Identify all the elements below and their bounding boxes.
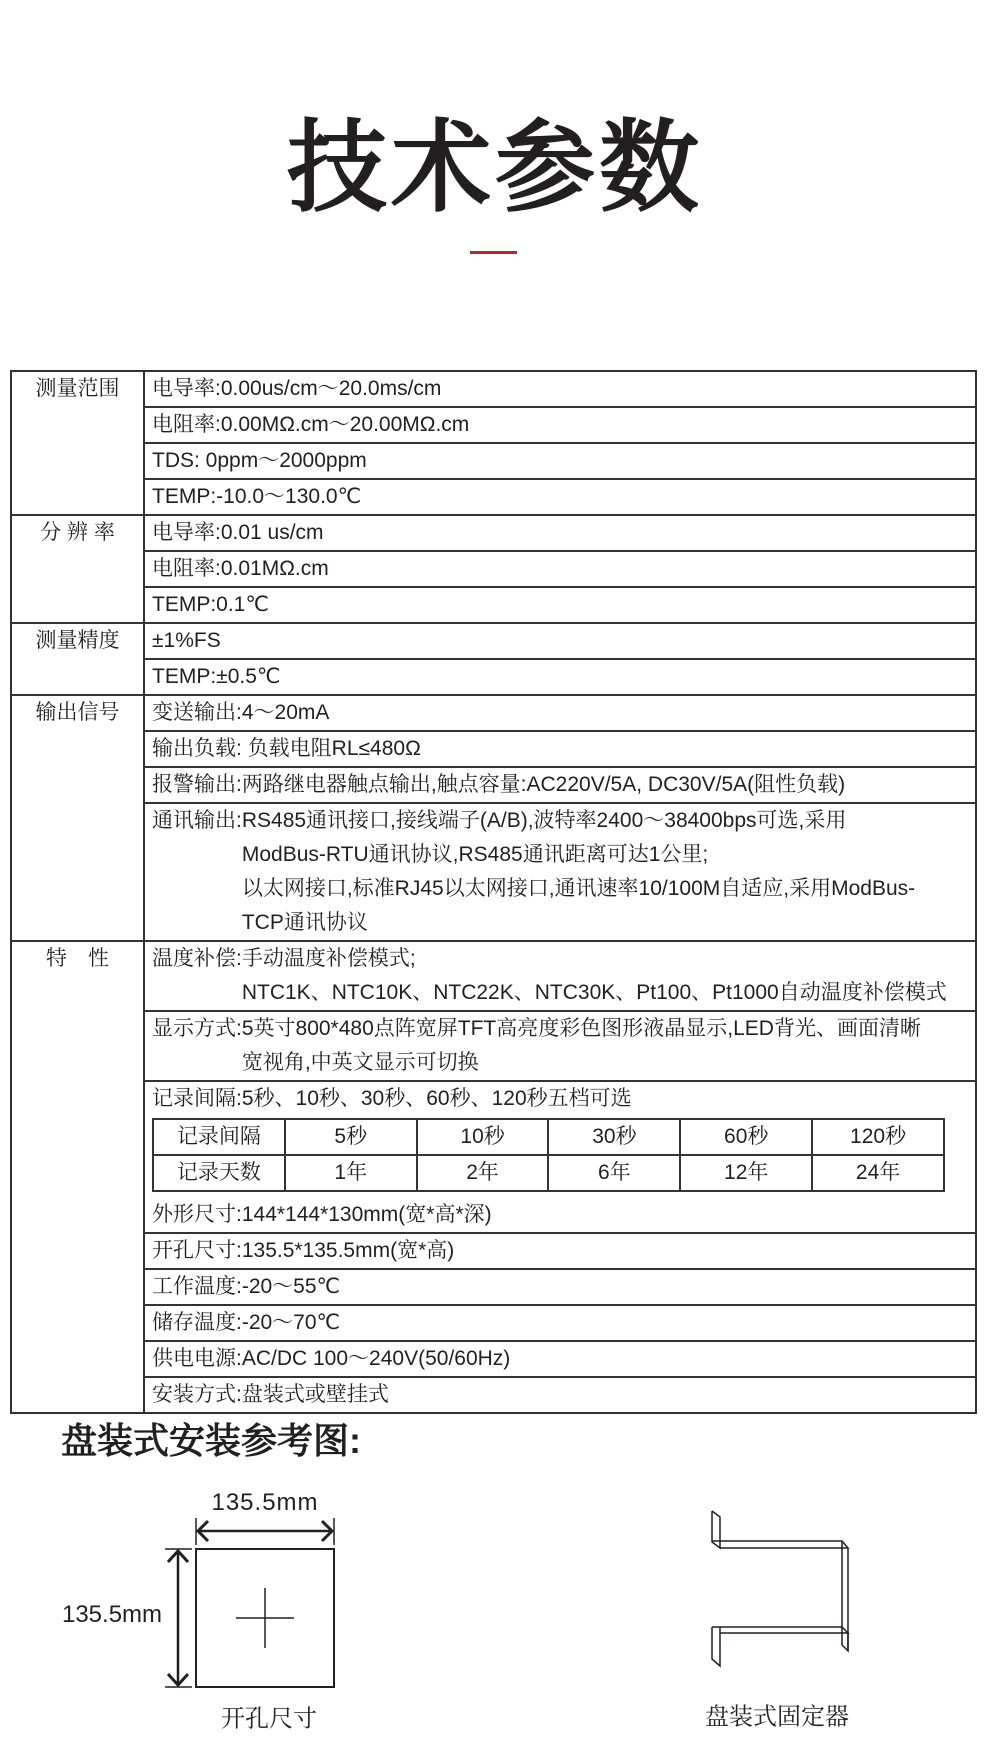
page-title: 技术参数 <box>287 112 703 224</box>
record-table-cell: 12年 <box>680 1155 812 1191</box>
record-table-cell: 记录天数 <box>153 1155 285 1191</box>
spec-text: ModBus-RTU通讯协议,RS485通讯距离可达1公里; <box>241 843 709 866</box>
record-table-cell: 2年 <box>417 1155 549 1191</box>
spec-group-label: 分 辨 率 <box>11 515 144 623</box>
spec-text: TEMP:-10.0～130.0℃ <box>152 485 362 508</box>
spec-text: 输出负载: 负载电阻RL≤480Ω <box>152 737 421 760</box>
spec-text: TEMP:0.1℃ <box>152 593 269 616</box>
spec-text: NTC1K、NTC10K、NTC22K、NTC30K、Pt100、Pt1000自动温度补偿模式 <box>241 981 947 1004</box>
spec-text: 记录间隔:5秒、10秒、30秒、60秒、120秒五档可选 <box>152 1087 632 1110</box>
spec-text: 宽视角,中英文显示可切换 <box>241 1051 479 1074</box>
install-heading: 盘装式安装参考图: <box>61 1420 361 1461</box>
spec-text: 工作温度:-20～55℃ <box>152 1275 341 1298</box>
spec-text: RS485通讯接口,接线端子(A/B),波特率2400～38400bps可选,采用 <box>241 809 847 832</box>
spec-text: TCP通讯协议 <box>241 911 368 934</box>
record-table-cell: 24年 <box>812 1155 944 1191</box>
cutout-width-label: 135.5mm <box>211 1489 319 1516</box>
spec-text: ±1%FS <box>152 629 221 652</box>
spec-text: 电导率:0.01 us/cm <box>152 521 324 544</box>
spec-text: 供电电源:AC/DC 100～240V(50/60Hz) <box>152 1347 511 1370</box>
cutout-diagram <box>165 1518 334 1687</box>
spec-text: 安装方式:盘装式或壁挂式 <box>152 1383 389 1406</box>
cutout-caption: 开孔尺寸 <box>221 1705 317 1733</box>
record-table-cell: 记录间隔 <box>153 1119 285 1155</box>
spec-group-label: 测量范围 <box>11 371 144 515</box>
bracket-caption: 盘装式固定器 <box>705 1703 849 1731</box>
record-table-cell: 1年 <box>285 1155 417 1191</box>
record-table-cell: 60秒 <box>680 1119 812 1155</box>
spec-item-name: 通讯输出: <box>152 809 242 832</box>
record-table-cell: 10秒 <box>417 1119 549 1155</box>
bracket-icon <box>712 1511 848 1666</box>
spec-text: 报警输出:两路继电器触点输出,触点容量:AC220V/5A, DC30V/5A(阻性负载) <box>152 773 846 796</box>
spec-text: 电阻率:0.00MΩ.cm～20.00MΩ.cm <box>152 413 470 436</box>
record-table-cell: 120秒 <box>812 1119 944 1155</box>
spec-text: 电阻率:0.01MΩ.cm <box>152 557 329 580</box>
spec-item-name: 显示方式: <box>152 1017 242 1040</box>
spec-text: TDS: 0ppm～2000ppm <box>152 449 367 472</box>
cutout-height-label: 135.5mm <box>61 1601 163 1628</box>
spec-text: 手动温度补偿模式; <box>241 947 416 970</box>
spec-text: 变送输出:4～20mA <box>152 701 330 724</box>
spec-text: 电导率:0.00us/cm～20.0ms/cm <box>152 377 442 400</box>
record-table-cell: 6年 <box>548 1155 680 1191</box>
spec-text: 外形尺寸:144*144*130mm(宽*高*深) <box>152 1203 492 1226</box>
spec-group-label: 特 性 <box>11 941 144 1413</box>
spec-group-label: 测量精度 <box>11 623 144 695</box>
spec-text: TEMP:±0.5℃ <box>152 665 281 688</box>
spec-group-label: 输出信号 <box>11 695 144 941</box>
spec-text: 储存温度:-20～70℃ <box>152 1311 341 1334</box>
spec-item-name: 温度补偿: <box>152 947 242 970</box>
spec-text: 5英寸800*480点阵宽屏TFT高亮度彩色图形液晶显示,LED背光、画面清晰 <box>241 1017 921 1040</box>
spec-text: 以太网接口,标准RJ45以太网接口,通讯速率10/100M自适应,采用ModBus- <box>241 877 916 900</box>
record-table-cell: 5秒 <box>285 1119 417 1155</box>
record-table-cell: 30秒 <box>548 1119 680 1155</box>
spec-text: 开孔尺寸:135.5*135.5mm(宽*高) <box>152 1239 455 1262</box>
